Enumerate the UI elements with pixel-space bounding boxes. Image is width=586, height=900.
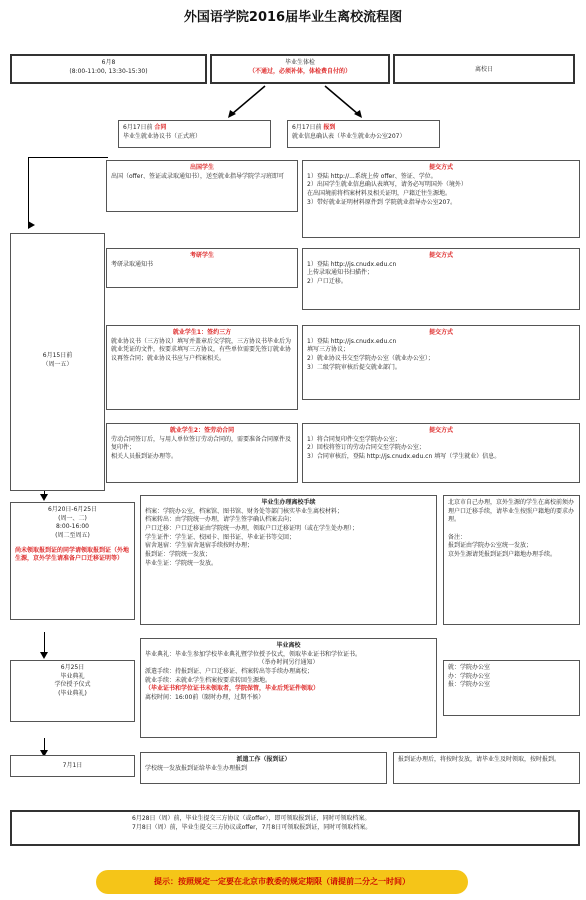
physical-exam-title: 毕业生体检 [284, 59, 315, 66]
abroad-title: 出国学生 [189, 164, 214, 171]
deadline-line2: 7月8日（周）前，毕业生提交三方协议或offer，7月8日可领取报到证，同时可领取档案。 [132, 823, 372, 831]
dispatch-title: 派遣工作（报到证） [236, 756, 291, 763]
employ1-submit-box [302, 325, 580, 400]
section-b-sub1: (周一、二) [58, 514, 87, 522]
contract-body: 毕业生就业协议书（正式班） [123, 132, 202, 140]
graduation-body1: 毕业典礼：毕业生参加学校毕业典礼暨学位授予仪式，领取毕业证书和学位证书。 [145, 650, 362, 658]
dispatch-box [140, 752, 387, 784]
graduate-submit-title: 提交方式 [428, 252, 453, 259]
employ2-submit-title: 提交方式 [428, 427, 453, 434]
section-c-date: 6月25日 [60, 664, 85, 671]
employ1-box [106, 325, 298, 410]
contract-box [118, 120, 271, 148]
deadline-box [10, 810, 580, 846]
report-date: 6月17日前 [292, 124, 322, 131]
physical-exam-note: （不通过，必须补体，体检费自付的） [248, 67, 351, 75]
graduation-title: 毕业离校 [276, 642, 301, 649]
graduate-submit-body: 1）登陆 http://js.cnudx.edu.cn 上传录取通知书扫描件； 2）户口迁移。 [307, 260, 397, 286]
leave-procedure-body: 档案：学院办公室，档案馆、图书馆、财务处等部门核实毕业生离校材料； 档案转出：由学院统一办理，请学生签字确认档案去向； 户口迁移：户口迁移证由学院统一办理，领取户口迁移证明（或在学生处办理）； 学生证件：学生证、校园卡、图书证、毕业证书等交回； 宿舍退宿：学生宿舍退宿手续按时办理； 报到证：学院统一发放； 毕业生证：学院统一发放。 [145, 507, 359, 567]
employ1-body: 就业协议书（三方协议）填写并盖章后交学院，三方协议书毕业后为就业凭证的文件，按要求填写三方协议，有些单位需要先签订就业协议再签合同；就业协议书应与户档案相关。 [111, 337, 292, 363]
abroad-submit-title: 提交方式 [428, 164, 453, 171]
employ2-box [106, 423, 298, 483]
graduate-box [106, 248, 298, 288]
leave-day-label: 离校日 [474, 66, 493, 73]
tip-banner: 提示：按照规定一定要在北京市教委的规定期限（请提前二分之一时间） [96, 870, 468, 894]
graduation-box [140, 638, 437, 738]
leave-day-box [393, 54, 575, 84]
graduate-submit-box [302, 248, 580, 310]
section-b-sub2: 8:00-16:00 [56, 523, 89, 531]
section-a-sub: （周一五） [42, 360, 73, 368]
exam-date: 6月8 [101, 59, 116, 66]
section-b-sub3: (周二至周五) [55, 532, 90, 540]
section-b-date-box [10, 502, 135, 620]
section-d-date-box [10, 755, 135, 777]
contract-tag: 合同 [154, 124, 167, 131]
section-a-date-box [10, 233, 105, 491]
employ1-submit-body: 1）登陆 http://js.cnudx.edu.cn 填写三方协议； 2）就业协议书交至学院办公室（就业办公室）； 3）二级学院审核后提交就业部门。 [307, 337, 434, 371]
graduate-title: 考研学生 [189, 252, 214, 259]
report-tag: 报到 [323, 124, 336, 131]
section-c-right-box [443, 660, 580, 716]
abroad-box [106, 160, 298, 212]
graduation-body2: （举办时间另行通知） [258, 659, 319, 667]
section-a-date: 6月15日前 [42, 352, 73, 359]
physical-exam-box [210, 54, 390, 84]
section-b-red-note: 尚未领取报到证的同学请领取报到证（外地生源，京外学生请准备户口迁移证明等） [15, 546, 130, 563]
page-title: 外国语学院2016届毕业生离校流程图 [183, 10, 403, 25]
section-c-sub3: (毕业典礼) [58, 690, 87, 698]
graduate-body: 考研录取通知书 [111, 260, 154, 268]
exam-time: (8:00-11:00, 13:30-15:30) [69, 67, 148, 75]
leave-procedure-title: 毕业生办理离校手续 [261, 499, 316, 506]
leave-procedure-box [140, 495, 437, 625]
section-d-right-body: 报到证办理后，将按时发放，请毕业生及时领取，按时报到。 [398, 756, 561, 763]
section-d-date: 7月1日 [62, 762, 83, 769]
section-c-sub2: 学位授予仪式 [54, 681, 91, 689]
section-b-right-box [443, 495, 580, 625]
report-body: 就业信息确认表（毕业生就业办公室207） [292, 132, 406, 140]
abroad-body: 出国（offer、签证或录取通知书），送至就业指导学院学习班即可 [111, 172, 284, 180]
employ2-title: 就业学生2：签劳动合同 [169, 427, 235, 434]
employ1-submit-title: 提交方式 [428, 329, 453, 336]
deadline-line1: 6月28日（周）前，毕业生提交三方协议（或offer），即可领取报到证，同时可领取档案。 [132, 815, 371, 822]
split-arrows [210, 84, 390, 120]
graduation-note: 离校时间：16:00前（限时办理，过期不候） [145, 694, 265, 702]
abroad-submit-body: 1）登陆 http://...系统上传 offer、签证、学位。 2）出国学生就业信息确认表填写，请务必写明国外（境外） 在出国境前将档案材料及相关证明，户籍迁往生源地。 3）带好就业证明材料原件到 学院就业指导办公室207。 [307, 172, 467, 206]
section-c-sub1: 毕业典礼 [60, 672, 85, 680]
report-box [287, 120, 440, 148]
section-d-right-box [393, 752, 580, 784]
employ2-submit-body: 1）将合同复印件交至学院办公室； 2）回校将签订的劳动合同交至学院办公室； 3）合同审核后，登陆 http://js.cnudx.edu.cn 填写（学生就业）信息。 [307, 435, 501, 461]
employ1-title: 就业学生1：签约三方 [172, 329, 232, 336]
section-c-date-box [10, 660, 135, 722]
exam-date-box [10, 54, 207, 84]
section-b-right-body: 北京市自己办理，京外生源的学生在离校前须办理户口迁移手续，请毕业生按照户籍地的要求办理。 备注： 报到证由学院办公室统一发放； 京外生源请凭报到证到户籍地办理手续。 [448, 499, 575, 559]
graduation-red: （毕业证书和学位证书未领取者，学院保管，毕业后凭证件领取） [145, 685, 320, 693]
graduation-body3: 派遣手续：持报到证、户口迁移证、档案转出等手续办理离校； 就业手续：未就业学生档案按要求转回生源地。 [145, 668, 314, 684]
abroad-submit-box [302, 160, 580, 238]
employ2-body: 劳动合同签订后，与用人单位签订劳动合同的，需要准备合同原件及复印件； 相关人员报到证办理等。 [111, 435, 292, 461]
dispatch-body: 学校统一发放报到证给毕业生办理报到 [145, 764, 248, 772]
section-c-right-body: 就：学院办公室 办：学院办公室 报：学院办公室 [448, 664, 491, 689]
employ2-submit-box [302, 423, 580, 483]
section-b-date: 6月20日-6月25日 [47, 506, 98, 513]
contract-date: 6月17日前 [123, 124, 153, 131]
